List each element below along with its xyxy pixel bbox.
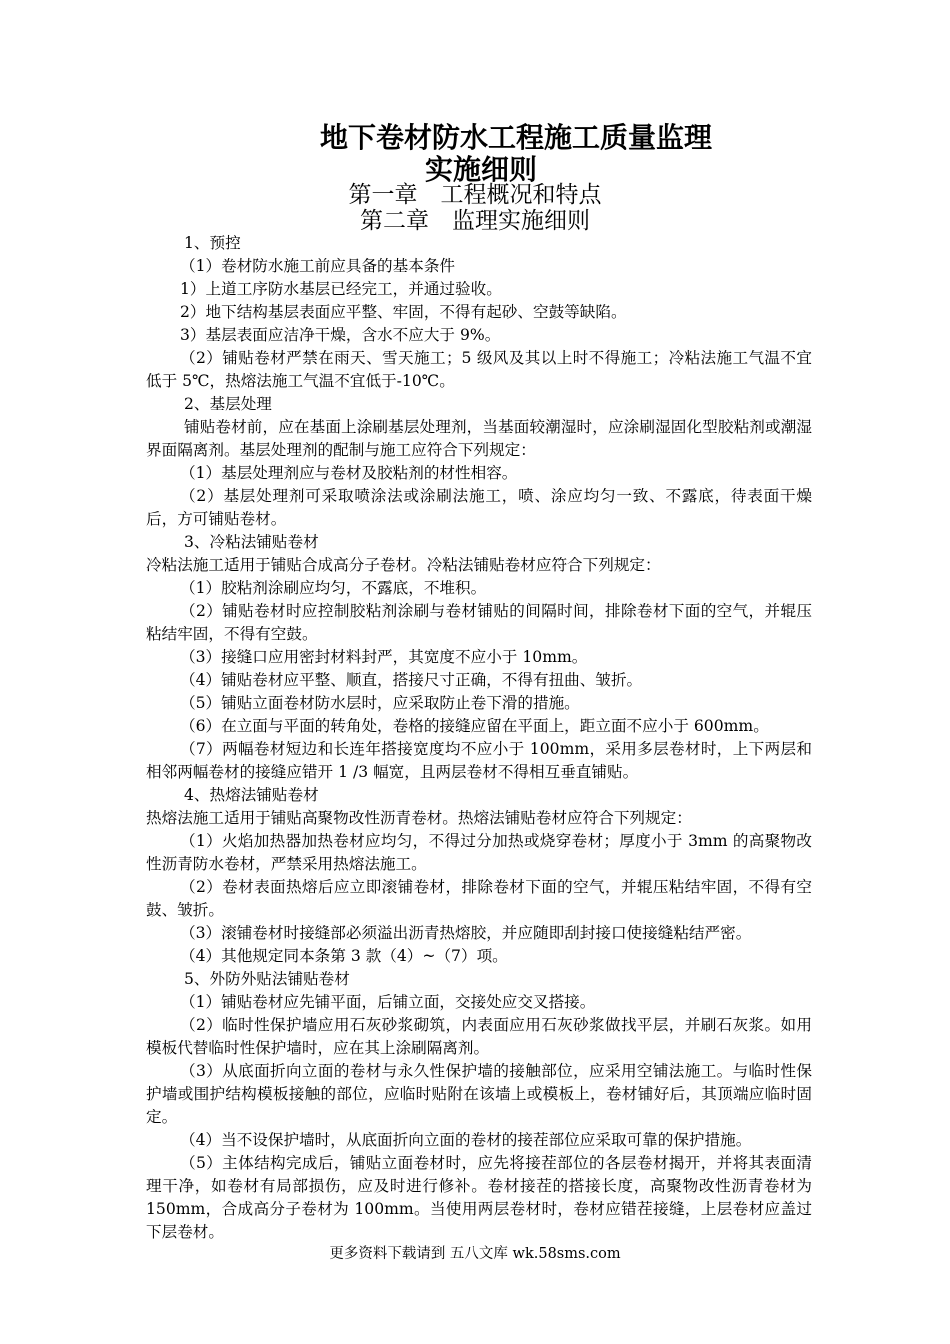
paragraph: （2）基层处理剂可采取喷涂法或涂刷法施工，喷、涂应均匀一致、不露底，待表面干燥后，方可铺贴卷材。	[146, 487, 812, 528]
section-heading: 3、冷粘法铺贴卷材	[184, 533, 319, 551]
document-title-line2: 实施细则	[424, 153, 537, 186]
paragraph: （3）从底面折向立面的卷材与永久性保护墙的接触部位，应采用空铺法施工。与临时性保护墙或围护结构模板接触的部位，应临时贴附在该墙上或模板上，卷材铺好后，其顶端应临时固定。	[146, 1062, 812, 1126]
paragraph: （1）基层处理剂应与卷材及胶粘剂的材性相容。	[180, 464, 518, 482]
paragraph: （5）铺贴立面卷材防水层时，应采取防止卷下滑的措施。	[180, 694, 580, 712]
paragraph: 2）地下结构基层表面应平整、牢固，不得有起砂、空鼓等缺陷。	[180, 303, 627, 321]
section-heading: 5、外防外贴法铺贴卷材	[184, 970, 350, 988]
chapter-heading-1: 第一章 工程概况和特点	[348, 182, 602, 208]
paragraph: （5）主体结构完成后，铺贴立面卷材时，应先将接茬部位的各层卷材揭开，并将其表面清理干净，如卷材有局部损伤，应及时进行修补。卷材接茬的搭接长度，高聚物改性沥青卷材为 150mm，合成高分子卷材为 100mm。当使用两层卷材时，卷材应错茬接缝，上层卷材应盖过下层卷材。	[146, 1154, 812, 1241]
paragraph: （1）卷材防水施工前应具备的基本条件	[180, 257, 456, 275]
chapter-heading-2: 第二章 监理实施细则	[360, 208, 590, 234]
paragraph: （1）火焰加热器加热卷材应均匀，不得过分加热或烧穿卷材；厚度小于 3mm 的高聚物改性沥青防水卷材，严禁采用热熔法施工。	[146, 832, 812, 873]
paragraph: （1）胶粘剂涂刷应均匀，不露底，不堆积。	[180, 579, 487, 597]
document-body	[146, 232, 812, 1244]
document-title-line1: 地下卷材防水工程施工质量监理	[319, 121, 712, 154]
paragraph: 热熔法施工适用于铺贴高聚物改性沥青卷材。热熔法铺贴卷材应符合下列规定：	[146, 809, 692, 827]
section-heading: 4、热熔法铺贴卷材	[184, 786, 319, 804]
page-footer: 更多资料下载请到 五八文库 wk.58sms.com	[329, 1246, 621, 1262]
paragraph: 铺贴卷材前，应在基面上涂刷基层处理剂，当基面较潮湿时，应涂刷湿固化型胶粘剂或潮湿界面隔离剂。基层处理剂的配制与施工应符合下列规定：	[146, 418, 812, 459]
paragraph: 1）上道工序防水基层已经完工，并通过验收。	[180, 280, 502, 298]
paragraph: （4）铺贴卷材应平整、顺直，搭接尺寸正确，不得有扭曲、皱折。	[180, 671, 643, 689]
section-heading: 2、基层处理	[184, 395, 272, 413]
paragraph: 3）基层表面应洁净干燥，含水不应大于 9%。	[180, 326, 501, 344]
paragraph: （1）铺贴卷材应先铺平面，后铺立面，交接处应交叉搭接。	[180, 993, 596, 1011]
paragraph: （2）临时性保护墙应用石灰砂浆砌筑，内表面应用石灰砂浆做找平层，并刷石灰浆。如用模板代替临时性保护墙时，应在其上涂刷隔离剂。	[146, 1016, 812, 1057]
paragraph: （3）接缝口应用密封材料封严，其宽度不应小于 10mm。	[180, 648, 588, 666]
paragraph: （2）铺贴卷材严禁在雨天、雪天施工；5 级风及其以上时不得施工；冷粘法施工气温不宜低于 5℃，热熔法施工气温不宜低于-10℃。	[146, 349, 812, 390]
paragraph: （7）两幅卷材短边和长连年搭接宽度均不应小于 100mm，采用多层卷材时，上下两层和相邻两幅卷材的接缝应错开 1 /3 幅宽，且两层卷材不得相互垂直铺贴。	[146, 740, 812, 781]
paragraph: 冷粘法施工适用于铺贴合成高分子卷材。冷粘法铺贴卷材应符合下列规定：	[146, 556, 661, 574]
paragraph: （4）当不设保护墙时，从底面折向立面的卷材的接茬部位应采取可靠的保护措施。	[180, 1131, 752, 1149]
section-heading: 1、预控	[184, 234, 241, 252]
paragraph: （6）在立面与平面的转角处，卷格的接缝应留在平面上，距立面不应小于 600mm。	[180, 717, 769, 735]
paragraph: （2）铺贴卷材时应控制胶粘剂涂刷与卷材铺贴的间隔时间，排除卷材下面的空气，并辊压粘结牢固，不得有空鼓。	[146, 602, 812, 643]
paragraph: （4）其他规定同本条第 3 款（4）~（7）项。	[180, 947, 508, 965]
paragraph: （2）卷材表面热熔后应立即滚铺卷材，排除卷材下面的空气，并辊压粘结牢固，不得有空鼓、皱折。	[146, 878, 812, 919]
paragraph: （3）滚铺卷材时接缝部必须溢出沥青热熔胶，并应随即刮封接口使接缝粘结严密。	[180, 924, 752, 942]
